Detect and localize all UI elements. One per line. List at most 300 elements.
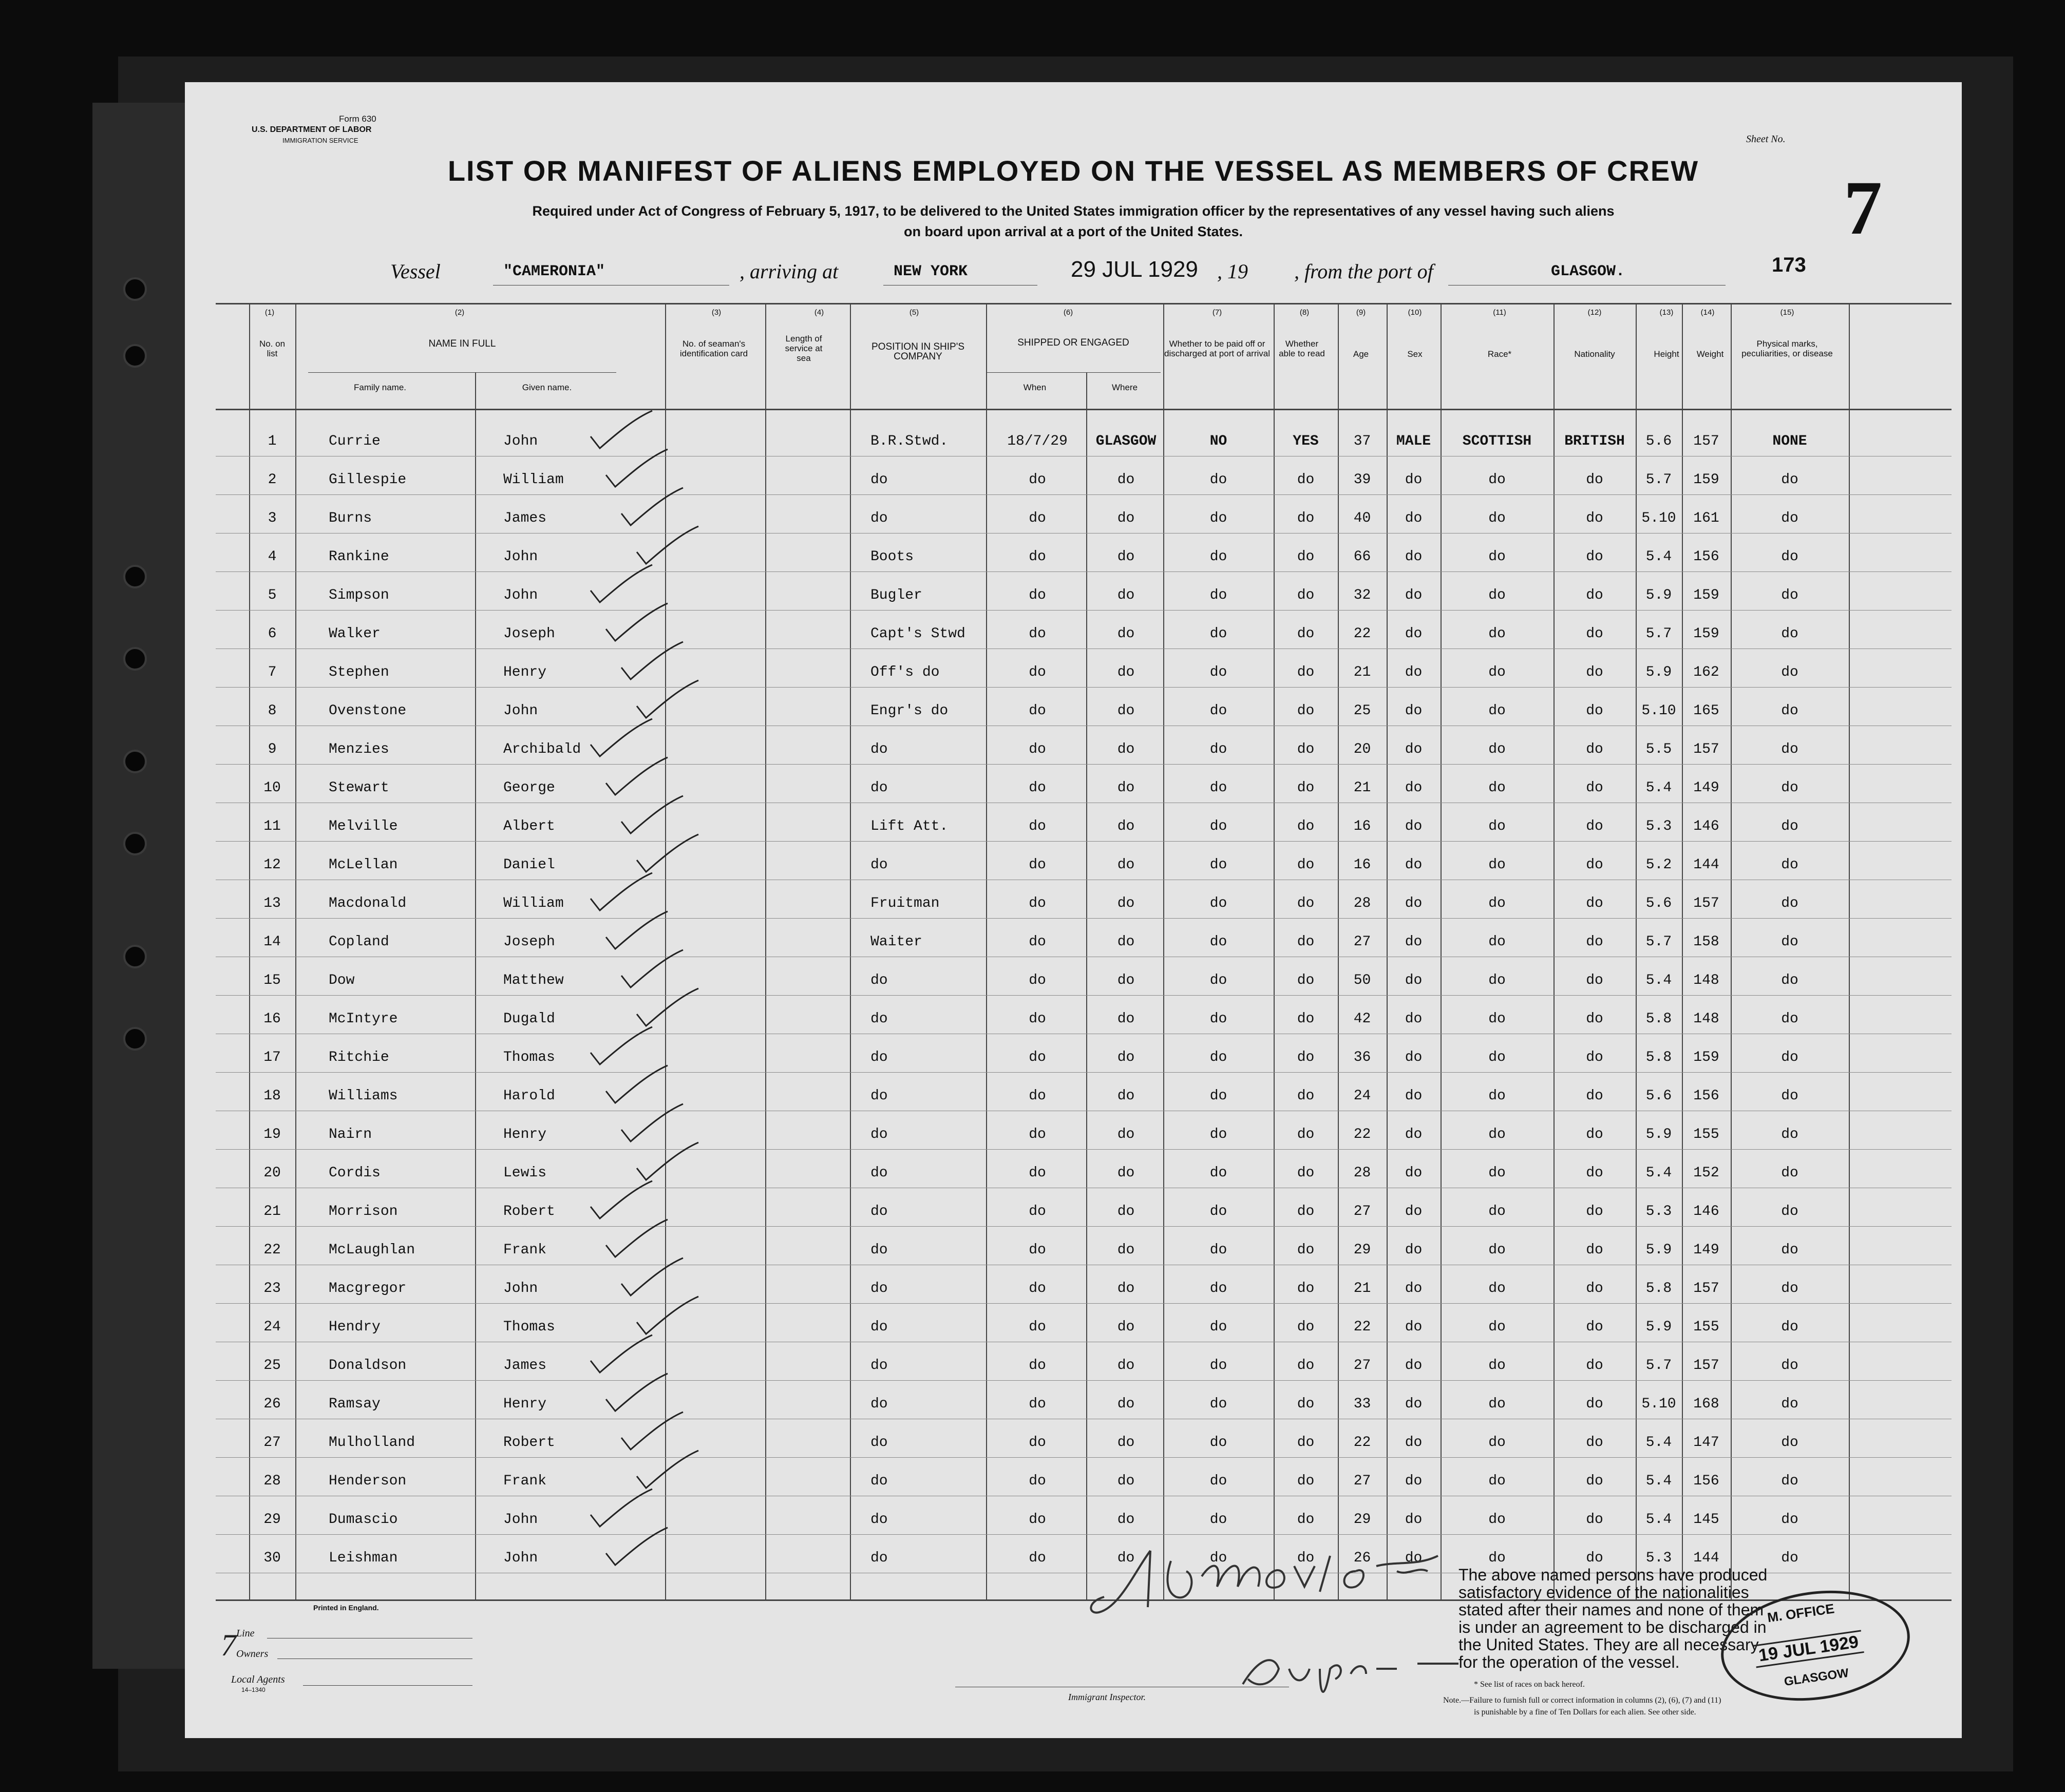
given-name: William: [503, 472, 564, 488]
paid-off: do: [1209, 1088, 1227, 1104]
family-name: Donaldson: [329, 1358, 407, 1374]
penalty-note-2: is punishable by a fine of Ten Dollars for each alien. See other side.: [1474, 1708, 1696, 1717]
weight: 149: [1693, 780, 1719, 796]
height: 5.10: [1641, 703, 1676, 719]
col-number: (15): [1780, 308, 1794, 317]
header-rule: [308, 372, 616, 373]
shipped-where: do: [1117, 1050, 1135, 1065]
age: 22: [1353, 626, 1371, 642]
height: 5.9: [1645, 587, 1672, 603]
paid-off: do: [1209, 1011, 1227, 1027]
shipped-when: do: [1029, 1319, 1046, 1335]
physical-marks: do: [1781, 1358, 1798, 1374]
given-name: Frank: [503, 1242, 547, 1258]
weight: 157: [1693, 433, 1719, 449]
position: do: [870, 1127, 888, 1142]
page-title: LIST OR MANIFEST OF ALIENS EMPLOYED ON THE VESSEL AS MEMBERS OF CREW: [447, 155, 1699, 187]
physical-marks: do: [1781, 1396, 1798, 1412]
age: 29: [1353, 1512, 1371, 1528]
shipped-where: do: [1117, 1319, 1135, 1335]
family-name: Menzies: [329, 741, 389, 757]
shipped-where: do: [1117, 549, 1135, 565]
height: 5.9: [1645, 664, 1672, 680]
header-nationality: Nationality: [1574, 349, 1615, 359]
shipped-when: do: [1029, 780, 1046, 796]
race: do: [1488, 1011, 1506, 1027]
family-name: Rankine: [329, 549, 389, 565]
position: do: [870, 1011, 888, 1027]
shipped-where: GLASGOW: [1095, 433, 1157, 449]
row-number: 6: [268, 626, 277, 642]
physical-marks: do: [1781, 626, 1798, 642]
age: 27: [1353, 1204, 1371, 1219]
age: 28: [1353, 895, 1371, 911]
sex: do: [1405, 664, 1423, 680]
header-length-of-service: Length of service at sea: [785, 334, 823, 363]
column-rule: [1086, 372, 1087, 1599]
given-name: Joseph: [503, 934, 555, 950]
physical-marks: do: [1781, 1165, 1798, 1181]
height: 5.5: [1645, 741, 1672, 757]
race: do: [1488, 1127, 1506, 1142]
race: do: [1488, 587, 1506, 603]
paid-off: do: [1209, 1165, 1227, 1181]
family-name: McLaughlan: [329, 1242, 415, 1258]
shipped-where: do: [1117, 1358, 1135, 1374]
family-name: Gillespie: [329, 472, 407, 488]
row-number: 4: [268, 549, 277, 565]
sex: do: [1405, 1319, 1423, 1335]
physical-marks: do: [1781, 1011, 1798, 1027]
paid-off: do: [1209, 1435, 1227, 1451]
sex: do: [1405, 510, 1423, 526]
sex: do: [1405, 1358, 1423, 1374]
col-number: (12): [1587, 308, 1602, 317]
weight: 147: [1693, 1435, 1719, 1451]
height: 5.8: [1645, 1050, 1672, 1065]
year-label: , 19: [1217, 260, 1248, 283]
form-code: 14–1340: [241, 1686, 266, 1693]
able-to-read: do: [1297, 1473, 1315, 1489]
row-rule: [216, 995, 1952, 996]
height: 5.9: [1645, 1127, 1672, 1142]
column-rule: [850, 303, 851, 1599]
family-name: Mulholland: [329, 1435, 415, 1451]
nationality: do: [1586, 626, 1603, 642]
position: do: [870, 1050, 888, 1065]
position: do: [870, 973, 888, 988]
able-to-read: do: [1297, 1512, 1315, 1528]
given-name: Thomas: [503, 1319, 555, 1335]
given-name: Matthew: [503, 973, 564, 988]
family-name: Stewart: [329, 780, 389, 796]
weight: 168: [1693, 1396, 1719, 1412]
height: 5.10: [1641, 510, 1676, 526]
age: 21: [1353, 780, 1371, 796]
row-number: 26: [263, 1396, 281, 1412]
row-number: 7: [268, 664, 277, 680]
row-number: 16: [263, 1011, 281, 1027]
service: IMMIGRATION SERVICE: [282, 137, 358, 144]
nationality: do: [1586, 510, 1603, 526]
physical-marks: do: [1781, 1050, 1798, 1065]
position: Engr's do: [870, 703, 949, 719]
race: do: [1488, 1050, 1506, 1065]
physical-marks: do: [1781, 1512, 1798, 1528]
sex: do: [1405, 1088, 1423, 1104]
shipped-where: do: [1117, 1088, 1135, 1104]
sex: do: [1405, 780, 1423, 796]
height: 5.9: [1645, 1319, 1672, 1335]
age: 26: [1353, 1550, 1371, 1566]
weight: 159: [1693, 587, 1719, 603]
shipped-when: do: [1029, 1512, 1046, 1528]
nationality: do: [1586, 1512, 1603, 1528]
height: 5.4: [1645, 1512, 1672, 1528]
able-to-read: do: [1297, 510, 1315, 526]
given-name: Lewis: [503, 1165, 547, 1181]
family-name: Dumascio: [329, 1512, 398, 1528]
position: Bugler: [870, 587, 922, 603]
given-name: Joseph: [503, 626, 555, 642]
sex: do: [1405, 934, 1423, 950]
family-name: Copland: [329, 934, 389, 950]
family-name: Macdonald: [329, 895, 407, 911]
nationality: do: [1586, 1550, 1603, 1566]
row-number: 23: [263, 1281, 281, 1297]
shipped-where: do: [1117, 780, 1135, 796]
page-number: 173: [1772, 254, 1806, 276]
shipped-when: do: [1029, 510, 1046, 526]
arriving-label: , arriving at: [740, 260, 839, 283]
shipped-when: do: [1029, 1473, 1046, 1489]
physical-marks: do: [1781, 780, 1798, 796]
stamp-top-text: M. OFFICE: [1766, 1600, 1835, 1626]
race: do: [1488, 1358, 1506, 1374]
paid-off: do: [1209, 1550, 1227, 1566]
row-number: 29: [263, 1512, 281, 1528]
age: 39: [1353, 472, 1371, 488]
weight: 144: [1693, 1550, 1719, 1566]
shipped-where: do: [1117, 664, 1135, 680]
header-name-in-full: NAME IN FULL: [428, 338, 496, 349]
check-mark-icon: [601, 1525, 673, 1571]
height: 5.4: [1645, 1473, 1672, 1489]
able-to-read: do: [1297, 1435, 1315, 1451]
position: do: [870, 1165, 888, 1181]
row-rule: [216, 1457, 1952, 1458]
age: 22: [1353, 1319, 1371, 1335]
physical-marks: do: [1781, 1088, 1798, 1104]
able-to-read: do: [1297, 549, 1315, 565]
race: do: [1488, 664, 1506, 680]
position: do: [870, 1512, 888, 1528]
nationality: do: [1586, 1473, 1603, 1489]
able-to-read: do: [1297, 1204, 1315, 1219]
age: 20: [1353, 741, 1371, 757]
paid-off: do: [1209, 587, 1227, 603]
row-rule: [216, 1226, 1952, 1227]
signature-graphic: [1089, 1530, 1510, 1700]
printed-in: Printed in England.: [313, 1604, 379, 1612]
shipped-when: do: [1029, 626, 1046, 642]
binder-hole: [123, 832, 147, 855]
able-to-read: YES: [1293, 433, 1319, 449]
binder-hole: [123, 565, 147, 588]
able-to-read: do: [1297, 895, 1315, 911]
age: 22: [1353, 1127, 1371, 1142]
shipped-when: do: [1029, 857, 1046, 873]
shipped-when: do: [1029, 1358, 1046, 1374]
column-rule: [475, 372, 476, 1599]
able-to-read: do: [1297, 857, 1315, 873]
physical-marks: do: [1781, 934, 1798, 950]
paid-off: do: [1209, 549, 1227, 565]
nationality: do: [1586, 587, 1603, 603]
race: do: [1488, 1242, 1506, 1258]
row-number: 11: [263, 818, 281, 834]
weight: 156: [1693, 1088, 1719, 1104]
row-number: 3: [268, 510, 277, 526]
physical-marks: do: [1781, 895, 1798, 911]
height: 5.7: [1645, 626, 1672, 642]
sex: do: [1405, 1011, 1423, 1027]
physical-marks: do: [1781, 1473, 1798, 1489]
row-number: 20: [263, 1165, 281, 1181]
shipped-when: do: [1029, 1396, 1046, 1412]
family-name: Ritchie: [329, 1050, 389, 1065]
sex: do: [1405, 1050, 1423, 1065]
paid-off: do: [1209, 1050, 1227, 1065]
race: do: [1488, 1281, 1506, 1297]
paid-off: do: [1209, 741, 1227, 757]
header-paid-off: Whether to be paid off or discharged at port of arrival: [1164, 339, 1270, 358]
shipped-when: do: [1029, 1011, 1046, 1027]
family-name: Cordis: [329, 1165, 381, 1181]
height: 5.6: [1645, 433, 1672, 449]
race: do: [1488, 626, 1506, 642]
header-where: Where: [1111, 383, 1138, 392]
age: 42: [1353, 1011, 1371, 1027]
height: 5.4: [1645, 780, 1672, 796]
sheet-label: Sheet No.: [1746, 134, 1786, 145]
weight: 155: [1693, 1127, 1719, 1142]
row-number: 17: [263, 1050, 281, 1065]
col-number: (10): [1408, 308, 1422, 317]
physical-marks: do: [1781, 857, 1798, 873]
header-when: When: [1023, 383, 1047, 392]
shipped-where: do: [1117, 472, 1135, 488]
given-name: Robert: [503, 1204, 555, 1219]
height: 5.7: [1645, 934, 1672, 950]
position: Off's do: [870, 664, 940, 680]
position: Capt's Stwd: [870, 626, 965, 642]
header-weight: Weight: [1696, 349, 1724, 359]
header-sex: Sex: [1407, 349, 1423, 359]
able-to-read: do: [1297, 973, 1315, 988]
row-number: 18: [263, 1088, 281, 1104]
shipped-when: do: [1029, 1204, 1046, 1219]
weight: 161: [1693, 510, 1719, 526]
position: do: [870, 1319, 888, 1335]
physical-marks: do: [1781, 973, 1798, 988]
family-name: Ramsay: [329, 1396, 381, 1412]
age: 24: [1353, 1088, 1371, 1104]
race: do: [1488, 1435, 1506, 1451]
local-agents-label: Local Agents: [231, 1674, 285, 1685]
weight: 159: [1693, 626, 1719, 642]
race: do: [1488, 703, 1506, 719]
weight: 144: [1693, 857, 1719, 873]
position: Fruitman: [870, 895, 940, 911]
given-name: Robert: [503, 1435, 555, 1451]
shipped-when: do: [1029, 1550, 1046, 1566]
weight: 149: [1693, 1242, 1719, 1258]
race: do: [1488, 1204, 1506, 1219]
given-name: John: [503, 1550, 538, 1566]
height: 5.8: [1645, 1011, 1672, 1027]
paid-off: do: [1209, 1127, 1227, 1142]
able-to-read: do: [1297, 780, 1315, 796]
shipped-when: do: [1029, 973, 1046, 988]
physical-marks: do: [1781, 472, 1798, 488]
row-rule: [216, 1149, 1952, 1150]
weight: 162: [1693, 664, 1719, 680]
row-rule: [216, 764, 1952, 765]
shipped-when: do: [1029, 1050, 1046, 1065]
col-number: (1): [264, 308, 275, 317]
physical-marks: do: [1781, 1319, 1798, 1335]
header-height: Height: [1654, 349, 1679, 359]
header-shipped-engaged: SHIPPED OR ENGAGED: [1017, 337, 1129, 348]
shipped-when: do: [1029, 703, 1046, 719]
paid-off: do: [1209, 472, 1227, 488]
given-name: James: [503, 1358, 547, 1374]
sex: do: [1405, 472, 1423, 488]
col-number: (4): [814, 308, 824, 317]
sex: do: [1405, 973, 1423, 988]
row-number: 5: [268, 587, 277, 603]
nationality: do: [1586, 664, 1603, 680]
declaration-line: The above named persons have produced: [1458, 1566, 1768, 1584]
line-label: Line: [236, 1628, 255, 1639]
able-to-read: do: [1297, 587, 1315, 603]
nationality: do: [1586, 818, 1603, 834]
row-number: 25: [263, 1358, 281, 1374]
nationality: BRITISH: [1564, 433, 1625, 449]
weight: 165: [1693, 703, 1719, 719]
divider: [277, 1658, 472, 1659]
nationality: do: [1586, 1358, 1603, 1374]
nationality: do: [1586, 703, 1603, 719]
able-to-read: do: [1297, 1165, 1315, 1181]
row-rule: [216, 841, 1952, 842]
height: 5.10: [1641, 1396, 1676, 1412]
height: 5.3: [1645, 1204, 1672, 1219]
shipped-when: do: [1029, 895, 1046, 911]
height: 5.3: [1645, 818, 1672, 834]
sex: do: [1405, 1473, 1423, 1489]
age: 33: [1353, 1396, 1371, 1412]
race: do: [1488, 1396, 1506, 1412]
given-name: John: [503, 1512, 538, 1528]
able-to-read: do: [1297, 1396, 1315, 1412]
family-name: McIntyre: [329, 1011, 398, 1027]
row-number: 19: [263, 1127, 281, 1142]
nationality: do: [1586, 1204, 1603, 1219]
weight: 159: [1693, 472, 1719, 488]
able-to-read: do: [1297, 472, 1315, 488]
vessel-name: "CAMERONIA": [503, 263, 605, 280]
shipped-when: do: [1029, 472, 1046, 488]
weight: 158: [1693, 934, 1719, 950]
row-number: 14: [263, 934, 281, 950]
shipped-where: do: [1117, 895, 1135, 911]
header-position: POSITION IN SHIP'S COMPANY: [872, 341, 964, 362]
shipped-where: do: [1117, 1435, 1135, 1451]
binder-edge: [92, 103, 190, 1669]
row-number: 22: [263, 1242, 281, 1258]
row-number: 12: [263, 857, 281, 873]
paid-off: do: [1209, 626, 1227, 642]
shipped-when: do: [1029, 741, 1046, 757]
paid-off: do: [1209, 1512, 1227, 1528]
paid-off: do: [1209, 857, 1227, 873]
family-name: Macgregor: [329, 1281, 407, 1297]
given-name: John: [503, 703, 538, 719]
paid-off: do: [1209, 818, 1227, 834]
age: 50: [1353, 973, 1371, 988]
given-name: George: [503, 780, 555, 796]
inspector-label: Immigrant Inspector.: [1068, 1692, 1146, 1702]
age: 66: [1353, 549, 1371, 565]
binder-hole: [123, 750, 147, 773]
col-number: (2): [454, 308, 465, 317]
race: do: [1488, 472, 1506, 488]
nationality: do: [1586, 1050, 1603, 1065]
shipped-when: 18/7/29: [1007, 433, 1068, 449]
able-to-read: do: [1297, 626, 1315, 642]
position: do: [870, 1550, 888, 1566]
age: 16: [1353, 857, 1371, 873]
race: do: [1488, 973, 1506, 988]
able-to-read: do: [1297, 703, 1315, 719]
sex: do: [1405, 895, 1423, 911]
row-number: 28: [263, 1473, 281, 1489]
arrival-date: 29 JUL 1929: [1071, 257, 1198, 282]
race: do: [1488, 1319, 1506, 1335]
stamp-bottom-text: GLASGOW: [1783, 1666, 1850, 1689]
height: 5.4: [1645, 1165, 1672, 1181]
row-number: 13: [263, 895, 281, 911]
shipped-where: do: [1117, 934, 1135, 950]
family-name: Simpson: [329, 587, 389, 603]
sex: do: [1405, 741, 1423, 757]
given-name: William: [503, 895, 564, 911]
from-label: , from the port of: [1294, 260, 1433, 283]
header-race: Race*: [1487, 349, 1512, 359]
row-rule: [216, 494, 1952, 495]
height: 5.3: [1645, 1550, 1672, 1566]
header-physical-marks: Physical marks, peculiarities, or disease: [1741, 339, 1833, 358]
table-top-rule: [216, 303, 1952, 304]
nationality: do: [1586, 1396, 1603, 1412]
age: 37: [1353, 433, 1371, 449]
row-number: 21: [263, 1204, 281, 1219]
nationality: do: [1586, 857, 1603, 873]
physical-marks: do: [1781, 1550, 1798, 1566]
sex: do: [1405, 1396, 1423, 1412]
